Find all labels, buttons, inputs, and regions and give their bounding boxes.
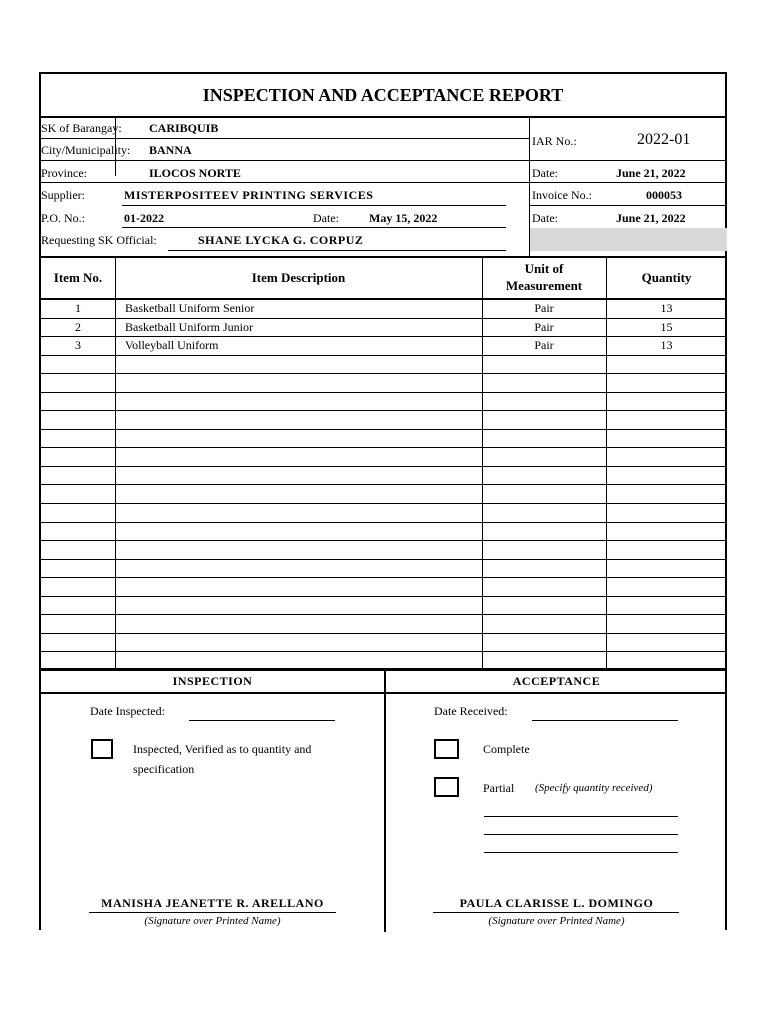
row-line xyxy=(41,182,727,183)
cell-item-no: 3 xyxy=(75,338,81,353)
iar-label: IAR No.: xyxy=(532,134,577,148)
row-line xyxy=(41,138,529,139)
section-divider xyxy=(384,670,386,932)
date-value: June 21, 2022 xyxy=(616,166,686,180)
date-inspected-label: Date Inspected: xyxy=(90,704,165,718)
table-row xyxy=(41,523,727,542)
inspector-name: MANISHA JEANETTE R. ARELLANO xyxy=(101,896,324,910)
cell-item-no: 2 xyxy=(75,319,81,334)
section-heading-line xyxy=(41,692,727,694)
table-row xyxy=(41,467,727,486)
sk-barangay-label: SK of Barangay: xyxy=(41,121,122,135)
date-received-label: Date Received: xyxy=(434,704,508,718)
col-header-unit-line1: Unit of xyxy=(524,261,564,276)
shaded-cell xyxy=(530,228,727,251)
field-underline xyxy=(122,205,506,206)
table-row xyxy=(41,486,727,505)
city-label: City/Municipality: xyxy=(41,143,131,157)
partial-qty-line-3[interactable] xyxy=(484,852,678,853)
requesting-label: Requesting SK Official: xyxy=(41,233,157,247)
partial-checkbox[interactable] xyxy=(434,777,459,797)
acceptor-name: PAULA CLARISSE L. DOMINGO xyxy=(459,896,654,910)
po-date-value: May 15, 2022 xyxy=(369,211,438,225)
table-row xyxy=(41,319,727,338)
invoice-date-value: June 21, 2022 xyxy=(616,211,686,225)
table-row xyxy=(41,300,727,319)
city-value: BANNA xyxy=(149,143,192,157)
acceptance-heading: ACCEPTANCE xyxy=(512,674,601,688)
table-row xyxy=(41,597,727,616)
col-header-item-no: Item No. xyxy=(53,270,103,285)
cell-description: Basketball Uniform Junior xyxy=(125,319,253,334)
table-row xyxy=(41,615,727,634)
table-row xyxy=(41,560,727,579)
table-row xyxy=(41,541,727,560)
po-label: P.O. No.: xyxy=(41,211,86,225)
invoice-date-label: Date: xyxy=(532,211,558,225)
province-label: Province: xyxy=(41,166,87,180)
supplier-value: MISTERPOSITEEV PRINTING SERVICES xyxy=(124,188,374,202)
complete-checkbox[interactable] xyxy=(434,739,459,759)
po-value: 01-2022 xyxy=(124,211,164,225)
partial-qty-line-2[interactable] xyxy=(484,834,678,835)
cell-item-no: 1 xyxy=(75,301,81,315)
sk-barangay-value: CARIBQUIB xyxy=(149,121,219,135)
col-header-description: Item Description xyxy=(251,270,346,285)
cell-quantity: 13 xyxy=(660,301,673,315)
province-value: ILOCOS NORTE xyxy=(149,166,241,180)
acceptor-signature-line xyxy=(433,912,679,913)
title-divider xyxy=(41,116,727,118)
form-title: INSPECTION AND ACCEPTANCE REPORT xyxy=(202,85,564,105)
cell-description: Basketball Uniform Senior xyxy=(125,301,255,315)
cell-unit: Pair xyxy=(534,301,554,315)
inspected-checkbox[interactable] xyxy=(91,739,113,759)
inspected-label-line1: Inspected, Verified as to quantity and xyxy=(133,742,312,756)
field-underline xyxy=(122,227,506,228)
table-row xyxy=(41,337,727,356)
partial-note: (Specify quantity received) xyxy=(535,782,653,794)
invoice-label: Invoice No.: xyxy=(532,188,592,202)
table-row xyxy=(41,430,727,449)
supplier-label: Supplier: xyxy=(41,188,85,202)
table-row xyxy=(41,448,727,467)
date-label: Date: xyxy=(532,166,558,180)
row-line xyxy=(41,160,727,161)
inspected-label-line2: specification xyxy=(133,762,195,776)
partial-label: Partial xyxy=(483,781,515,795)
table-row xyxy=(41,411,727,430)
table-row xyxy=(41,504,727,523)
acceptor-caption: (Signature over Printed Name) xyxy=(488,915,625,927)
col-header-quantity: Quantity xyxy=(641,270,692,285)
po-date-label: Date: xyxy=(313,211,339,225)
table-row xyxy=(41,393,727,412)
cell-description: Volleyball Uniform xyxy=(125,338,219,353)
table-row xyxy=(41,374,727,393)
invoice-value: 000053 xyxy=(646,188,682,202)
iar-value: 2022-01 xyxy=(637,131,691,148)
inspection-heading: INSPECTION xyxy=(172,674,253,688)
table-row xyxy=(41,634,727,653)
cell-quantity: 15 xyxy=(660,319,673,334)
col-header-unit-line2: Measurement xyxy=(505,278,583,293)
date-received-field[interactable] xyxy=(532,720,678,721)
iar-form xyxy=(39,72,727,930)
row-line xyxy=(529,205,727,206)
table-row xyxy=(41,578,727,597)
table-top-line xyxy=(41,256,727,258)
partial-qty-line-1[interactable] xyxy=(484,816,678,817)
date-inspected-field[interactable] xyxy=(189,720,335,721)
inspector-caption: (Signature over Printed Name) xyxy=(144,915,281,927)
cell-unit: Pair xyxy=(534,338,554,353)
table-row xyxy=(41,356,727,375)
field-underline xyxy=(168,250,506,251)
complete-label: Complete xyxy=(483,742,530,756)
cell-quantity: 13 xyxy=(660,338,673,353)
inspector-signature-line xyxy=(89,912,336,913)
requesting-value: SHANE LYCKA G. CORPUZ xyxy=(198,233,364,247)
cell-unit: Pair xyxy=(534,319,554,334)
